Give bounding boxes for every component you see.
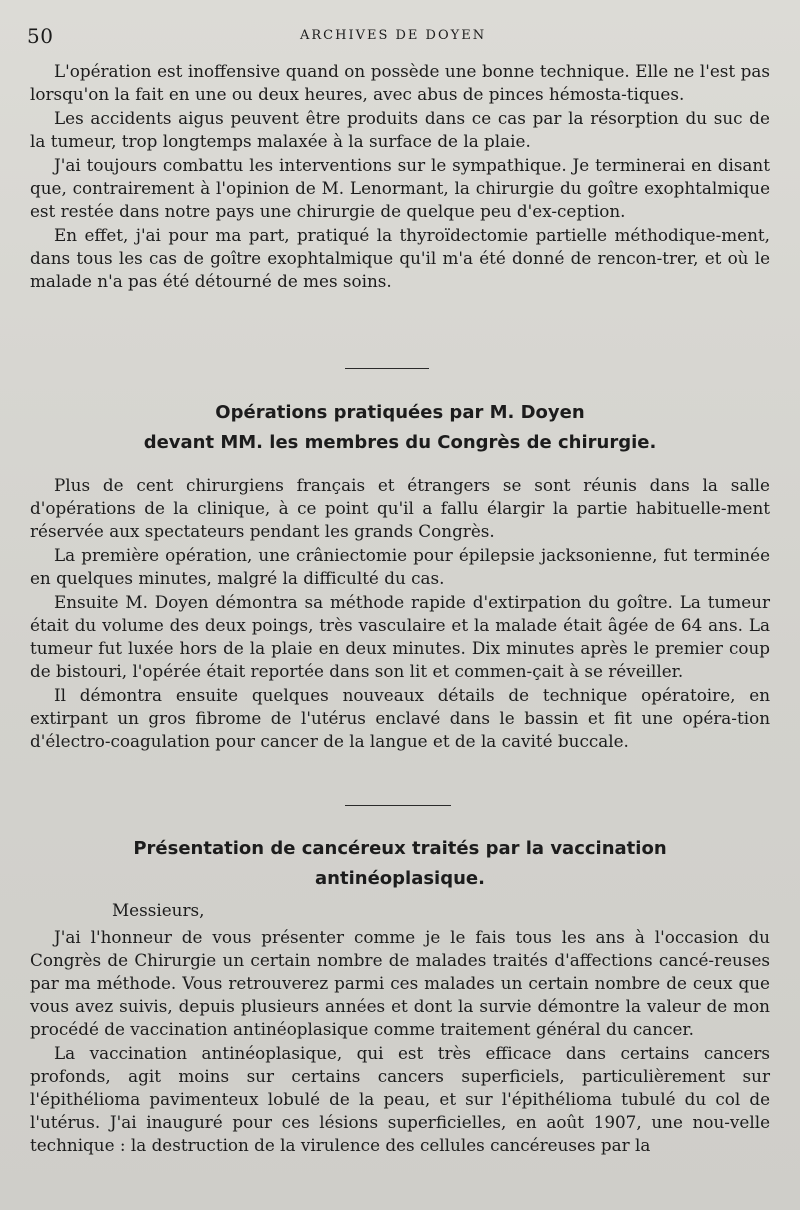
section-divider xyxy=(345,805,451,806)
paragraph: La première opération, une crâniectomie pour épilepsie jacksonienne, fut terminée en quelques minutes, malgré la difficulté du cas. xyxy=(30,545,770,588)
heading-line: antinéoplasique. xyxy=(315,868,485,889)
paragraph: Ensuite M. Doyen démontra sa méthode rapide d'extirpation du goître. La tumeur était du volume des deux poings, très vasculaire et la malade était âgée de 64 ans. La tumeur fut luxée hors de la plaie en deux minutes. Dix minutes après le premier coup de bistouri, l'opérée était reportée dans son lit et commen-çait à se réveiller. xyxy=(30,592,770,681)
running-head: ARCHIVES DE DOYEN xyxy=(300,28,487,43)
paragraph: Plus de cent chirurgiens français et étrangers se sont réunis dans la salle d'opérations de la clinique, à ce point qu'il a fallu élargir la partie habituelle-ment réservée aux spectateurs pendant les grands Congrès. xyxy=(30,475,770,541)
presentation-heading xyxy=(30,834,770,894)
salutation: Messieurs, xyxy=(112,900,205,920)
paragraph: J'ai l'honneur de vous présenter comme je le fais tous les ans à l'occasion du Congrès de Chirurgie un certain nombre de malades traités d'affections cancé-reuses par ma méthode. Vous retrouverez parmi ces malades un certain nombre de ceux que vous avez suivis, depuis plusieurs années et dont la survie démontre la valeur de mon procédé de vaccination antinéoplasique comme traitement général du cancer. xyxy=(30,927,770,1039)
heading-line: Présentation de cancéreux traités par la vaccination xyxy=(133,838,667,859)
paragraph: L'opération est inoffensive quand on possède une bonne technique. Elle ne l'est pas lorsqu'on la fait en une ou deux heures, avec abus de pinces hémosta-tiques. xyxy=(30,61,770,104)
heading-line: Opérations pratiquées par M. Doyen xyxy=(215,402,585,423)
paragraph: J'ai toujours combattu les interventions sur le sympathique. Je terminerai en disant que, contrairement à l'opinion de M. Lenormant, la chirurgie du goître exophtalmique est restée dans notre pays une chirurgie de quelque peu d'ex-ception. xyxy=(30,155,770,221)
paragraph: En effet, j'ai pour ma part, pratiqué la thyroïdectomie partielle méthodique-ment, dans tous les cas de goître exophtalmique qu'il m'a été donné de rencon-trer, et où le malade n'a pas été détourné de mes soins. xyxy=(30,225,770,291)
presentation-section-text xyxy=(30,926,770,1157)
page-number: 50 xyxy=(27,24,54,48)
operations-heading xyxy=(30,398,770,458)
paragraph: Les accidents aigus peuvent être produits dans ce cas par la résorption du suc de la tumeur, trop longtemps malaxée à la surface de la plaie. xyxy=(30,108,770,151)
paragraph: Il démontra ensuite quelques nouveaux détails de technique opératoire, en extirpant un gros fibrome de l'utérus enclavé dans le bassin et fit une opéra-tion d'électro-coagulation pour cancer de la langue et de la cavité buccale. xyxy=(30,685,770,751)
top-section-text xyxy=(30,60,770,293)
operations-section-text xyxy=(30,474,770,753)
paragraph: La vaccination antinéoplasique, qui est très efficace dans certains cancers profonds, agit moins sur certains cancers superficiels, particulièrement sur l'épithélioma pavimenteux lobulé de la peau, et sur l'épithélioma tubulé du col de l'utérus. J'ai inauguré pour ces lésions superficielles, en août 1907, une nou-velle technique : la destruction de la virulence des cellules cancéreuses par la xyxy=(30,1043,770,1155)
section-divider xyxy=(345,368,429,369)
heading-line: devant MM. les membres du Congrès de chirurgie. xyxy=(143,432,657,453)
